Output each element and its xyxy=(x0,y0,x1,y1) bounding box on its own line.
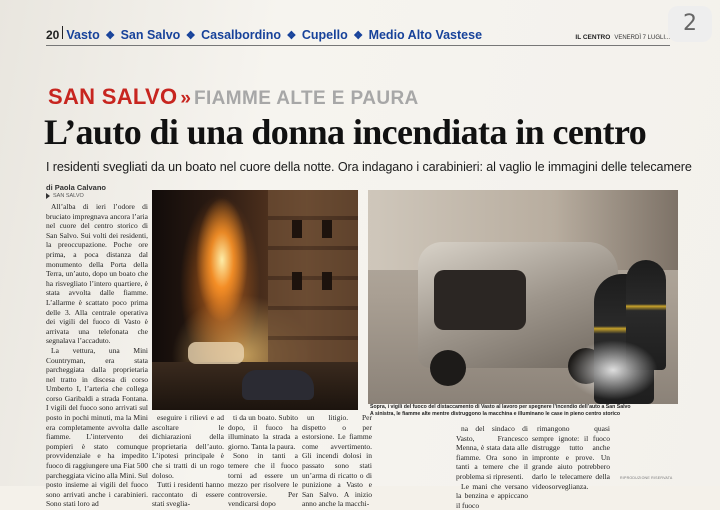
fire-photo xyxy=(152,190,358,410)
window xyxy=(322,220,332,238)
photo-caption xyxy=(370,404,676,418)
town-casalbordino: Casalbordino xyxy=(201,28,282,42)
issue-date: VENERDÌ 7 LUGLI... xyxy=(614,35,670,41)
copyright-credit: RIPRODUZIONE RISERVATA xyxy=(620,476,673,480)
burning-car xyxy=(188,342,244,364)
newspaper-name: IL CENTRO xyxy=(575,34,611,41)
section-kicker xyxy=(48,84,419,110)
byline: di Paola Calvano xyxy=(46,183,107,192)
extinguisher-spray xyxy=(568,340,658,400)
article-column-1 xyxy=(46,202,148,509)
separator-icon: ❖ xyxy=(105,30,116,42)
location-tag-label: SAN SALVO xyxy=(53,193,84,199)
caption-lead: Sopra, i vigili del fuoco del distaccamento di Vasto al lavoro per spegnere l’incendio dell’auto a San Salvo xyxy=(370,404,631,410)
page-number: 20 xyxy=(46,28,60,42)
tire xyxy=(430,350,466,386)
triangle-icon xyxy=(46,193,50,199)
kicker-city: SAN SALVO xyxy=(48,84,178,109)
town-vasto: Vasto xyxy=(66,28,100,42)
article-column-4 xyxy=(302,413,372,509)
article-column-5 xyxy=(456,424,528,510)
paragraph: Le mani che versano la benzina e appiccano il fuoco xyxy=(456,481,528,510)
parked-car xyxy=(242,370,314,400)
paragraph: na del sindaco di Vasto, Francesco Menna, è stata data alle fiamme. Ora sono in tanti a temere che il problema si ripresenti. xyxy=(456,424,528,481)
car-rear-window xyxy=(434,270,526,330)
separator-icon: ❖ xyxy=(353,30,364,42)
page-divider xyxy=(62,26,63,39)
kicker-arrows: » xyxy=(180,88,191,109)
caption-text: A sinistra, le fiamme alte mentre distruggono la macchina e illuminano le case in pieno centro storico xyxy=(370,411,621,417)
paragraph: Tutti i residenti hanno raccontato di essere stati sveglia- xyxy=(152,480,224,509)
headline: L’auto di una donna incendiata in centro xyxy=(44,112,647,152)
kicker-section: FIAMME ALTE E PAURA xyxy=(194,88,419,109)
towns-list xyxy=(66,28,482,42)
town-medio-alto-vastese: Medio Alto Vastese xyxy=(368,28,483,42)
separator-icon: ❖ xyxy=(286,30,297,42)
article-column-6 xyxy=(532,424,610,491)
paragraph: eseguire i rilievi e ad ascoltare le dichiarazioni della proprietaria dell’auto. L’ipotesi principale è che si tratti di un rogo doloso. xyxy=(152,413,224,480)
article-column-3 xyxy=(228,413,298,509)
town-cupello: Cupello xyxy=(301,28,348,42)
page-counter-badge: 2 xyxy=(668,6,712,42)
window xyxy=(292,272,302,290)
window xyxy=(292,220,302,238)
location-tag xyxy=(46,193,84,199)
paragraph: ti da un boato. Subito dopo, il fuoco ha illuminato la strada a giorno. Tanta la paura. xyxy=(228,413,298,451)
window xyxy=(322,272,332,290)
firefighters-photo xyxy=(368,190,678,404)
paragraph: un litigio. Per dispetto o per estorsione. Le fiamme come avvertimento. Gli incendi dolosi in passato sono stati un’arma di ricatto o di punizione a Vasto e San Salvo. A inizio anno anche la macchi- xyxy=(302,413,372,509)
running-head xyxy=(46,26,670,46)
paragraph: Sono in tanti a temere che il fuoco torni ad essere un mezzo per risolvere le controversie. Per vendicarsi dopo xyxy=(228,451,298,509)
article-column-2 xyxy=(152,413,224,509)
paragraph: La vettura, una Mini Countryman, era stata parcheggiata dalla proprietaria nel tratto in discesa di corso Umberto I, l’arteria che collega corso Garibaldi a strada Fontana. I vigili del fuoco sono arrivati sul posto in pochi minuti, ma la Mini era completamente avvolta dalle fiamme. L’intervento dei pompieri è stato comunque provvidenziale e ha impedito fuoco di raggiungere una Fiat 500 parcheggiata vicino alla Mini. Sul posto insieme ai vigili del fuoco sono arrivati anche i carabinieri. Sono stati loro ad xyxy=(46,345,148,509)
paragraph: All’alba di ieri l’odore di bruciato impregnava ancora l’aria nel cuore del centro storico di San Salvo. Sui volti dei residenti, la preoccupazione. Poche ore prima, a poca distanza dal monumento della Porta della Terra, un’auto, dopo un boato che ha risvegliato l’intero quartiere, è stata avvolta dalle fiamme. L’allarme è scattato poco prima delle 3. Alla centrale operativa dei vigili del fuoco di Vasto è arrivata una telefonata che segnalava l’accaduto. xyxy=(46,202,148,346)
separator-icon: ❖ xyxy=(185,30,196,42)
subheadline: I residenti svegliati da un boato nel cuore della notte. Ora indagano i carabinieri: al vaglio le immagini delle telecamere xyxy=(46,160,692,174)
town-san-salvo: San Salvo xyxy=(120,28,181,42)
paragraph: rimangono quasi sempre ignote: il fuoco distrugge tutto anche impronte e prove. Un grande aiuto potrebbero darlo le telecamere della videosorveglianza. xyxy=(532,424,610,491)
